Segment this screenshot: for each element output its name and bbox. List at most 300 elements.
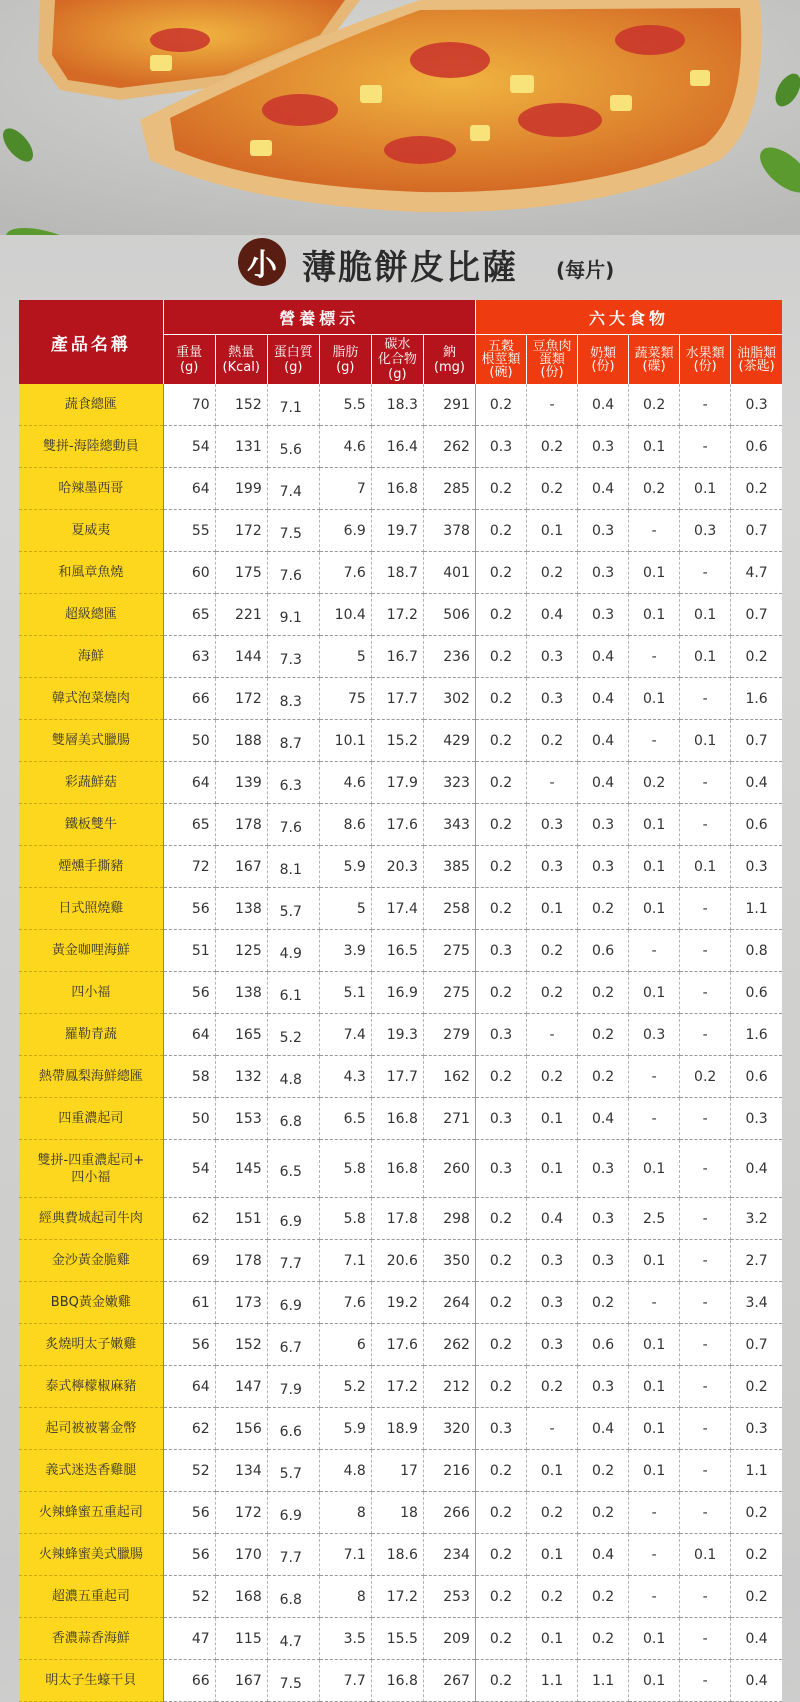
food-serving-cell: 0.2 [578, 1618, 629, 1660]
food-serving-cell: 0.2 [475, 1324, 526, 1366]
food-serving-cell: 0.3 [578, 594, 629, 636]
nutrition-value-cell: 7.4 [319, 1014, 371, 1056]
nutrition-value-cell: 16.4 [371, 426, 423, 468]
food-serving-cell: 0.4 [731, 762, 782, 804]
food-serving-cell: 0.2 [629, 762, 680, 804]
food-serving-cell: 1.1 [731, 1450, 782, 1492]
product-name-cell: 明太子生蠔干貝 [19, 1660, 163, 1702]
header-col-unit: (g) [388, 367, 407, 382]
food-serving-cell: 0.2 [475, 636, 526, 678]
nutrition-value-cell: 5 [319, 636, 371, 678]
food-serving-cell: - [680, 1324, 731, 1366]
nutrition-value-cell: 56 [163, 1534, 215, 1576]
nutrition-value-cell: 18.3 [371, 384, 423, 426]
food-serving-cell: 0.1 [527, 888, 578, 930]
food-serving-cell: 0.2 [527, 1056, 578, 1098]
table-row [19, 636, 782, 678]
nutrition-value-cell: 6.9 [267, 1198, 319, 1240]
nutrition-value-cell: 378 [423, 510, 475, 552]
nutrition-value-cell: 6.8 [267, 1576, 319, 1618]
nutrition-value-cell: 62 [163, 1198, 215, 1240]
food-serving-cell: 0.2 [527, 426, 578, 468]
nutrition-value-cell: 16.8 [371, 1140, 423, 1198]
food-serving-cell: 0.2 [475, 1534, 526, 1576]
food-serving-cell: 0.2 [475, 804, 526, 846]
food-serving-cell: 0.4 [527, 1198, 578, 1240]
food-serving-cell: - [680, 678, 731, 720]
nutrition-value-cell: 16.7 [371, 636, 423, 678]
nutrition-value-cell: 18.9 [371, 1408, 423, 1450]
header-col-label: 水果類 [685, 345, 725, 361]
nutrition-value-cell: 132 [215, 1056, 267, 1098]
nutrition-value-cell: 7.1 [267, 384, 319, 426]
food-serving-cell: 0.1 [680, 636, 731, 678]
nutrition-value-cell: 8.1 [267, 846, 319, 888]
nutrition-value-cell: 7.3 [267, 636, 319, 678]
food-serving-cell: 0.2 [527, 1576, 578, 1618]
food-serving-cell: 0.3 [527, 678, 578, 720]
nutrition-value-cell: 17.2 [371, 1366, 423, 1408]
food-serving-cell: 0.4 [731, 1140, 782, 1198]
header-col-label: 碳水 化合物 [377, 337, 417, 367]
nutrition-value-cell: 291 [423, 384, 475, 426]
product-name-cell: 雙拼-四重濃起司+ 四小福 [19, 1140, 163, 1198]
nutrition-value-cell: 506 [423, 594, 475, 636]
nutrition-value-cell: 6.6 [267, 1408, 319, 1450]
nutrition-value-cell: 5.6 [267, 426, 319, 468]
header-col-unit: (份) [591, 358, 615, 374]
food-serving-cell: - [680, 1492, 731, 1534]
food-serving-cell: 0.1 [527, 1140, 578, 1198]
pizza-hero-image [0, 0, 800, 235]
header-col-unit: (碟) [642, 358, 666, 374]
table-row [19, 552, 782, 594]
product-name-cell: 雙層美式臘腸 [19, 720, 163, 762]
food-serving-cell: - [680, 1198, 731, 1240]
nutrition-value-cell: 7.5 [267, 510, 319, 552]
nutrition-value-cell: 4.6 [319, 426, 371, 468]
food-serving-cell: 0.6 [578, 930, 629, 972]
nutrition-value-cell: 17.7 [371, 678, 423, 720]
table-row [19, 594, 782, 636]
nutrition-value-cell: 50 [163, 720, 215, 762]
food-serving-cell: 0.1 [629, 1240, 680, 1282]
nutrition-value-cell: 52 [163, 1576, 215, 1618]
page-title-suffix: (每片) [556, 258, 615, 282]
product-name-cell: 熱帶鳳梨海鮮總匯 [19, 1056, 163, 1098]
nutrition-value-cell: 7 [319, 468, 371, 510]
food-serving-cell: - [629, 1492, 680, 1534]
nutrition-value-cell: 188 [215, 720, 267, 762]
food-serving-cell: 0.4 [578, 1534, 629, 1576]
nutrition-value-cell: 5.8 [319, 1140, 371, 1198]
nutrition-value-cell: 16.5 [371, 930, 423, 972]
nutrition-value-cell: 75 [319, 678, 371, 720]
nutrition-value-cell: 18.7 [371, 552, 423, 594]
food-serving-cell: 0.1 [527, 1098, 578, 1140]
product-name-cell: 羅勒青蔬 [19, 1014, 163, 1056]
pizza-illustration [0, 0, 800, 235]
product-name-cell: 哈辣墨西哥 [19, 468, 163, 510]
header-nutrition-col [319, 335, 371, 385]
food-serving-cell: 0.2 [731, 468, 782, 510]
food-serving-cell: 0.3 [680, 510, 731, 552]
nutrition-value-cell: 16.9 [371, 972, 423, 1014]
food-serving-cell: - [680, 1014, 731, 1056]
food-serving-cell: 0.2 [475, 1198, 526, 1240]
food-serving-cell: 0.7 [731, 1324, 782, 1366]
food-serving-cell: 0.1 [629, 1408, 680, 1450]
nutrition-value-cell: 139 [215, 762, 267, 804]
product-name-cell: 金沙黃金脆雞 [19, 1240, 163, 1282]
product-name-cell: 香濃蒜香海鮮 [19, 1618, 163, 1660]
nutrition-value-cell: 264 [423, 1282, 475, 1324]
nutrition-value-cell: 66 [163, 1660, 215, 1702]
nutrition-value-cell: 4.7 [267, 1618, 319, 1660]
food-serving-cell: 0.3 [578, 510, 629, 552]
header-col-unit: (g) [179, 359, 199, 375]
nutrition-value-cell: 4.8 [267, 1056, 319, 1098]
nutrition-value-cell: 56 [163, 972, 215, 1014]
food-serving-cell: 0.3 [527, 1324, 578, 1366]
food-serving-cell: 0.2 [731, 1534, 782, 1576]
food-serving-cell: 0.1 [527, 510, 578, 552]
nutrition-value-cell: 47 [163, 1618, 215, 1660]
nutrition-value-cell: 17.8 [371, 1198, 423, 1240]
product-name-cell: 四重濃起司 [19, 1098, 163, 1140]
food-serving-cell: - [629, 636, 680, 678]
table-row [19, 1240, 782, 1282]
nutrition-value-cell: 7.9 [267, 1366, 319, 1408]
food-serving-cell: 0.3 [527, 636, 578, 678]
nutrition-value-cell: 8 [319, 1492, 371, 1534]
nutrition-value-cell: 19.3 [371, 1014, 423, 1056]
nutrition-value-cell: 6.8 [267, 1098, 319, 1140]
food-serving-cell: 0.2 [578, 1056, 629, 1098]
nutrition-value-cell: 173 [215, 1282, 267, 1324]
nutrition-value-cell: 6.3 [267, 762, 319, 804]
header-col-label: 重量 [176, 344, 203, 360]
nutrition-value-cell: 69 [163, 1240, 215, 1282]
food-serving-cell: 0.3 [475, 1140, 526, 1198]
food-serving-cell: 1.1 [578, 1660, 629, 1702]
food-serving-cell: - [680, 1140, 731, 1198]
product-name-cell: 韓式泡菜燒肉 [19, 678, 163, 720]
nutrition-value-cell: 170 [215, 1534, 267, 1576]
food-serving-cell: 0.4 [578, 720, 629, 762]
header-col-unit: (碗) [489, 365, 513, 380]
food-serving-cell: 0.2 [475, 552, 526, 594]
header-nutrition-group: 營養標示 [163, 300, 475, 335]
food-serving-cell: - [680, 930, 731, 972]
food-serving-cell: 0.2 [731, 1576, 782, 1618]
nutrition-value-cell: 175 [215, 552, 267, 594]
product-name-cell: 四小福 [19, 972, 163, 1014]
nutrition-value-cell: 62 [163, 1408, 215, 1450]
food-serving-cell: 0.2 [475, 1240, 526, 1282]
food-serving-cell: - [680, 1408, 731, 1450]
nutrition-value-cell: 262 [423, 426, 475, 468]
nutrition-value-cell: 262 [423, 1324, 475, 1366]
nutrition-value-cell: 168 [215, 1576, 267, 1618]
food-serving-cell: 0.1 [629, 1366, 680, 1408]
nutrition-value-cell: 56 [163, 1324, 215, 1366]
food-serving-cell: 0.2 [578, 1014, 629, 1056]
nutrition-value-cell: 236 [423, 636, 475, 678]
nutrition-value-cell: 52 [163, 1450, 215, 1492]
nutrition-value-cell: 64 [163, 468, 215, 510]
nutrition-value-cell: 178 [215, 1240, 267, 1282]
food-serving-cell: 0.1 [680, 468, 731, 510]
nutrition-value-cell: 64 [163, 1366, 215, 1408]
nutrition-value-cell: 4.6 [319, 762, 371, 804]
nutrition-value-cell: 7.1 [319, 1534, 371, 1576]
nutrition-value-cell: 10.1 [319, 720, 371, 762]
nutrition-value-cell: 8.7 [267, 720, 319, 762]
page-title-row [0, 232, 800, 292]
header-col-label: 豆魚肉 蛋類 [532, 339, 572, 367]
nutrition-value-cell: 323 [423, 762, 475, 804]
nutrition-value-cell: 16.8 [371, 468, 423, 510]
nutrition-value-cell: 216 [423, 1450, 475, 1492]
nutrition-value-cell: 4.9 [267, 930, 319, 972]
food-serving-cell: 1.1 [731, 888, 782, 930]
food-serving-cell: 0.4 [578, 762, 629, 804]
nutrition-value-cell: 115 [215, 1618, 267, 1660]
food-serving-cell: 0.2 [475, 762, 526, 804]
nutrition-value-cell: 7.6 [319, 552, 371, 594]
header-product-name: 產品名稱 [19, 300, 163, 384]
food-serving-cell: 2.5 [629, 1198, 680, 1240]
nutrition-value-cell: 7.7 [267, 1534, 319, 1576]
food-serving-cell: 0.1 [629, 426, 680, 468]
food-serving-cell: 0.2 [475, 1618, 526, 1660]
table-row [19, 1618, 782, 1660]
nutrition-value-cell: 18 [371, 1492, 423, 1534]
nutrition-value-cell: 298 [423, 1198, 475, 1240]
food-serving-cell: 0.3 [578, 1198, 629, 1240]
header-col-label: 奶類 [590, 345, 617, 361]
food-serving-cell: 0.1 [629, 1660, 680, 1702]
table-row [19, 384, 782, 426]
nutrition-value-cell: 279 [423, 1014, 475, 1056]
food-serving-cell: - [527, 762, 578, 804]
food-serving-cell: 0.3 [475, 1408, 526, 1450]
food-serving-cell: - [680, 1618, 731, 1660]
food-serving-cell: - [527, 1408, 578, 1450]
nutrition-value-cell: 221 [215, 594, 267, 636]
nutrition-value-cell: 6.5 [267, 1140, 319, 1198]
nutrition-value-cell: 267 [423, 1660, 475, 1702]
nutrition-value-cell: 7.6 [319, 1282, 371, 1324]
nutrition-value-cell: 429 [423, 720, 475, 762]
table-row [19, 678, 782, 720]
food-serving-cell: 0.3 [578, 1140, 629, 1198]
food-serving-cell: - [527, 384, 578, 426]
nutrition-value-cell: 56 [163, 888, 215, 930]
nutrition-value-cell: 63 [163, 636, 215, 678]
food-serving-cell: 0.2 [475, 1492, 526, 1534]
nutrition-value-cell: 7.6 [267, 804, 319, 846]
food-serving-cell: 0.2 [578, 1450, 629, 1492]
food-serving-cell: - [629, 1534, 680, 1576]
nutrition-value-cell: 4.8 [319, 1450, 371, 1492]
food-serving-cell: 0.1 [629, 804, 680, 846]
food-serving-cell: 0.2 [475, 594, 526, 636]
food-serving-cell: 0.3 [527, 804, 578, 846]
nutrition-value-cell: 17.9 [371, 762, 423, 804]
food-serving-cell: - [680, 762, 731, 804]
product-name-cell: 和風章魚燒 [19, 552, 163, 594]
nutrition-value-cell: 54 [163, 426, 215, 468]
food-serving-cell: 1.6 [731, 678, 782, 720]
header-col-unit: (Kcal) [222, 359, 260, 375]
nutrition-value-cell: 167 [215, 846, 267, 888]
header-col-unit: (茶匙) [738, 358, 775, 374]
nutrition-value-cell: 285 [423, 468, 475, 510]
nutrition-value-cell: 51 [163, 930, 215, 972]
nutrition-value-cell: 17.6 [371, 1324, 423, 1366]
nutrition-value-cell: 5.5 [319, 384, 371, 426]
food-serving-cell: 0.2 [578, 972, 629, 1014]
nutrition-value-cell: 64 [163, 762, 215, 804]
food-serving-cell: 0.2 [527, 972, 578, 1014]
food-serving-cell: 0.7 [731, 510, 782, 552]
nutrition-value-cell: 17.2 [371, 1576, 423, 1618]
food-serving-cell: 0.3 [629, 1014, 680, 1056]
food-serving-cell: 0.4 [731, 1660, 782, 1702]
food-serving-cell: 0.4 [527, 594, 578, 636]
header-col-label: 脂肪 [332, 344, 359, 360]
food-serving-cell: 0.1 [680, 720, 731, 762]
header-col-unit: (g) [284, 359, 303, 375]
nutrition-value-cell: 167 [215, 1660, 267, 1702]
nutrition-value-cell: 165 [215, 1014, 267, 1056]
food-serving-cell: 0.3 [475, 1014, 526, 1056]
product-name-cell: 火辣蜂蜜美式臘腸 [19, 1534, 163, 1576]
food-serving-cell: 0.1 [629, 846, 680, 888]
nutrition-value-cell: 258 [423, 888, 475, 930]
nutrition-value-cell: 16.8 [371, 1098, 423, 1140]
food-serving-cell: 0.3 [578, 846, 629, 888]
product-name-cell: 煙燻手撕豬 [19, 846, 163, 888]
table-row [19, 1198, 782, 1240]
nutrition-value-cell: 172 [215, 510, 267, 552]
table-row [19, 1408, 782, 1450]
nutrition-value-cell: 3.9 [319, 930, 371, 972]
food-serving-cell: 0.2 [475, 888, 526, 930]
nutrition-value-cell: 350 [423, 1240, 475, 1282]
food-serving-cell: 1.1 [527, 1660, 578, 1702]
product-name-cell: 鐵板雙牛 [19, 804, 163, 846]
table-row [19, 1324, 782, 1366]
header-col-unit: (份) [540, 365, 564, 380]
food-serving-cell: 0.2 [578, 1576, 629, 1618]
nutrition-value-cell: 9.1 [267, 594, 319, 636]
food-serving-cell: 1.6 [731, 1014, 782, 1056]
food-serving-cell: - [680, 1576, 731, 1618]
header-food-col [629, 335, 680, 385]
nutrition-value-cell: 5.2 [267, 1014, 319, 1056]
food-serving-cell: 0.1 [629, 678, 680, 720]
product-name-cell: 經典費城起司牛肉 [19, 1198, 163, 1240]
food-serving-cell: 0.3 [578, 552, 629, 594]
nutrition-value-cell: 5.7 [267, 1450, 319, 1492]
header-col-label: 蛋白質 [273, 344, 313, 360]
table-row [19, 1140, 782, 1198]
nutrition-value-cell: 19.2 [371, 1282, 423, 1324]
nutrition-value-cell: 8.6 [319, 804, 371, 846]
food-serving-cell: 0.2 [475, 468, 526, 510]
nutrition-value-cell: 134 [215, 1450, 267, 1492]
nutrition-value-cell: 152 [215, 384, 267, 426]
table-row [19, 1366, 782, 1408]
nutrition-value-cell: 138 [215, 972, 267, 1014]
product-name-cell: 超濃五重起司 [19, 1576, 163, 1618]
food-serving-cell: - [680, 384, 731, 426]
nutrition-value-cell: 320 [423, 1408, 475, 1450]
nutrition-value-cell: 178 [215, 804, 267, 846]
food-serving-cell: 0.3 [578, 1366, 629, 1408]
nutrition-value-cell: 7.1 [319, 1240, 371, 1282]
food-serving-cell: 0.2 [629, 384, 680, 426]
nutrition-value-cell: 234 [423, 1534, 475, 1576]
food-serving-cell: 0.1 [680, 846, 731, 888]
food-serving-cell: 0.4 [578, 636, 629, 678]
table-row [19, 762, 782, 804]
food-serving-cell: 0.2 [731, 636, 782, 678]
food-serving-cell: 0.2 [475, 1282, 526, 1324]
table-row [19, 930, 782, 972]
table-row [19, 972, 782, 1014]
nutrition-value-cell: 17.7 [371, 1056, 423, 1098]
product-name-cell: 蔬食總匯 [19, 384, 163, 426]
food-serving-cell: 0.4 [578, 1098, 629, 1140]
food-serving-cell: 0.2 [578, 888, 629, 930]
header-food-col [527, 335, 578, 385]
nutrition-value-cell: 212 [423, 1366, 475, 1408]
table-header-row [19, 300, 782, 335]
table-row [19, 1492, 782, 1534]
table-row [19, 1450, 782, 1492]
nutrition-value-cell: 6.5 [319, 1098, 371, 1140]
page-title: 薄脆餅皮比薩 [302, 248, 518, 288]
header-col-unit: (mg) [433, 359, 465, 375]
food-serving-cell: - [629, 1056, 680, 1098]
nutrition-value-cell: 20.3 [371, 846, 423, 888]
nutrition-value-cell: 5.8 [319, 1198, 371, 1240]
table-row [19, 1534, 782, 1576]
header-col-unit: (g) [336, 359, 355, 375]
food-serving-cell: 0.2 [731, 1492, 782, 1534]
table-row [19, 1014, 782, 1056]
nutrition-value-cell: 145 [215, 1140, 267, 1198]
food-serving-cell: 0.3 [527, 1240, 578, 1282]
nutrition-value-cell: 8.3 [267, 678, 319, 720]
nutrition-table [19, 300, 782, 1702]
food-serving-cell: 0.7 [731, 594, 782, 636]
product-name-cell: 起司被被薯金幣 [19, 1408, 163, 1450]
food-serving-cell: 0.2 [475, 1366, 526, 1408]
food-serving-cell: 0.8 [731, 930, 782, 972]
food-serving-cell: 0.3 [475, 426, 526, 468]
product-name-cell: 火辣蜂蜜五重起司 [19, 1492, 163, 1534]
nutrition-value-cell: 56 [163, 1492, 215, 1534]
nutrition-value-cell: 172 [215, 678, 267, 720]
food-serving-cell: 0.3 [731, 846, 782, 888]
food-serving-cell: - [680, 1450, 731, 1492]
header-col-label: 油脂類 [737, 345, 777, 361]
